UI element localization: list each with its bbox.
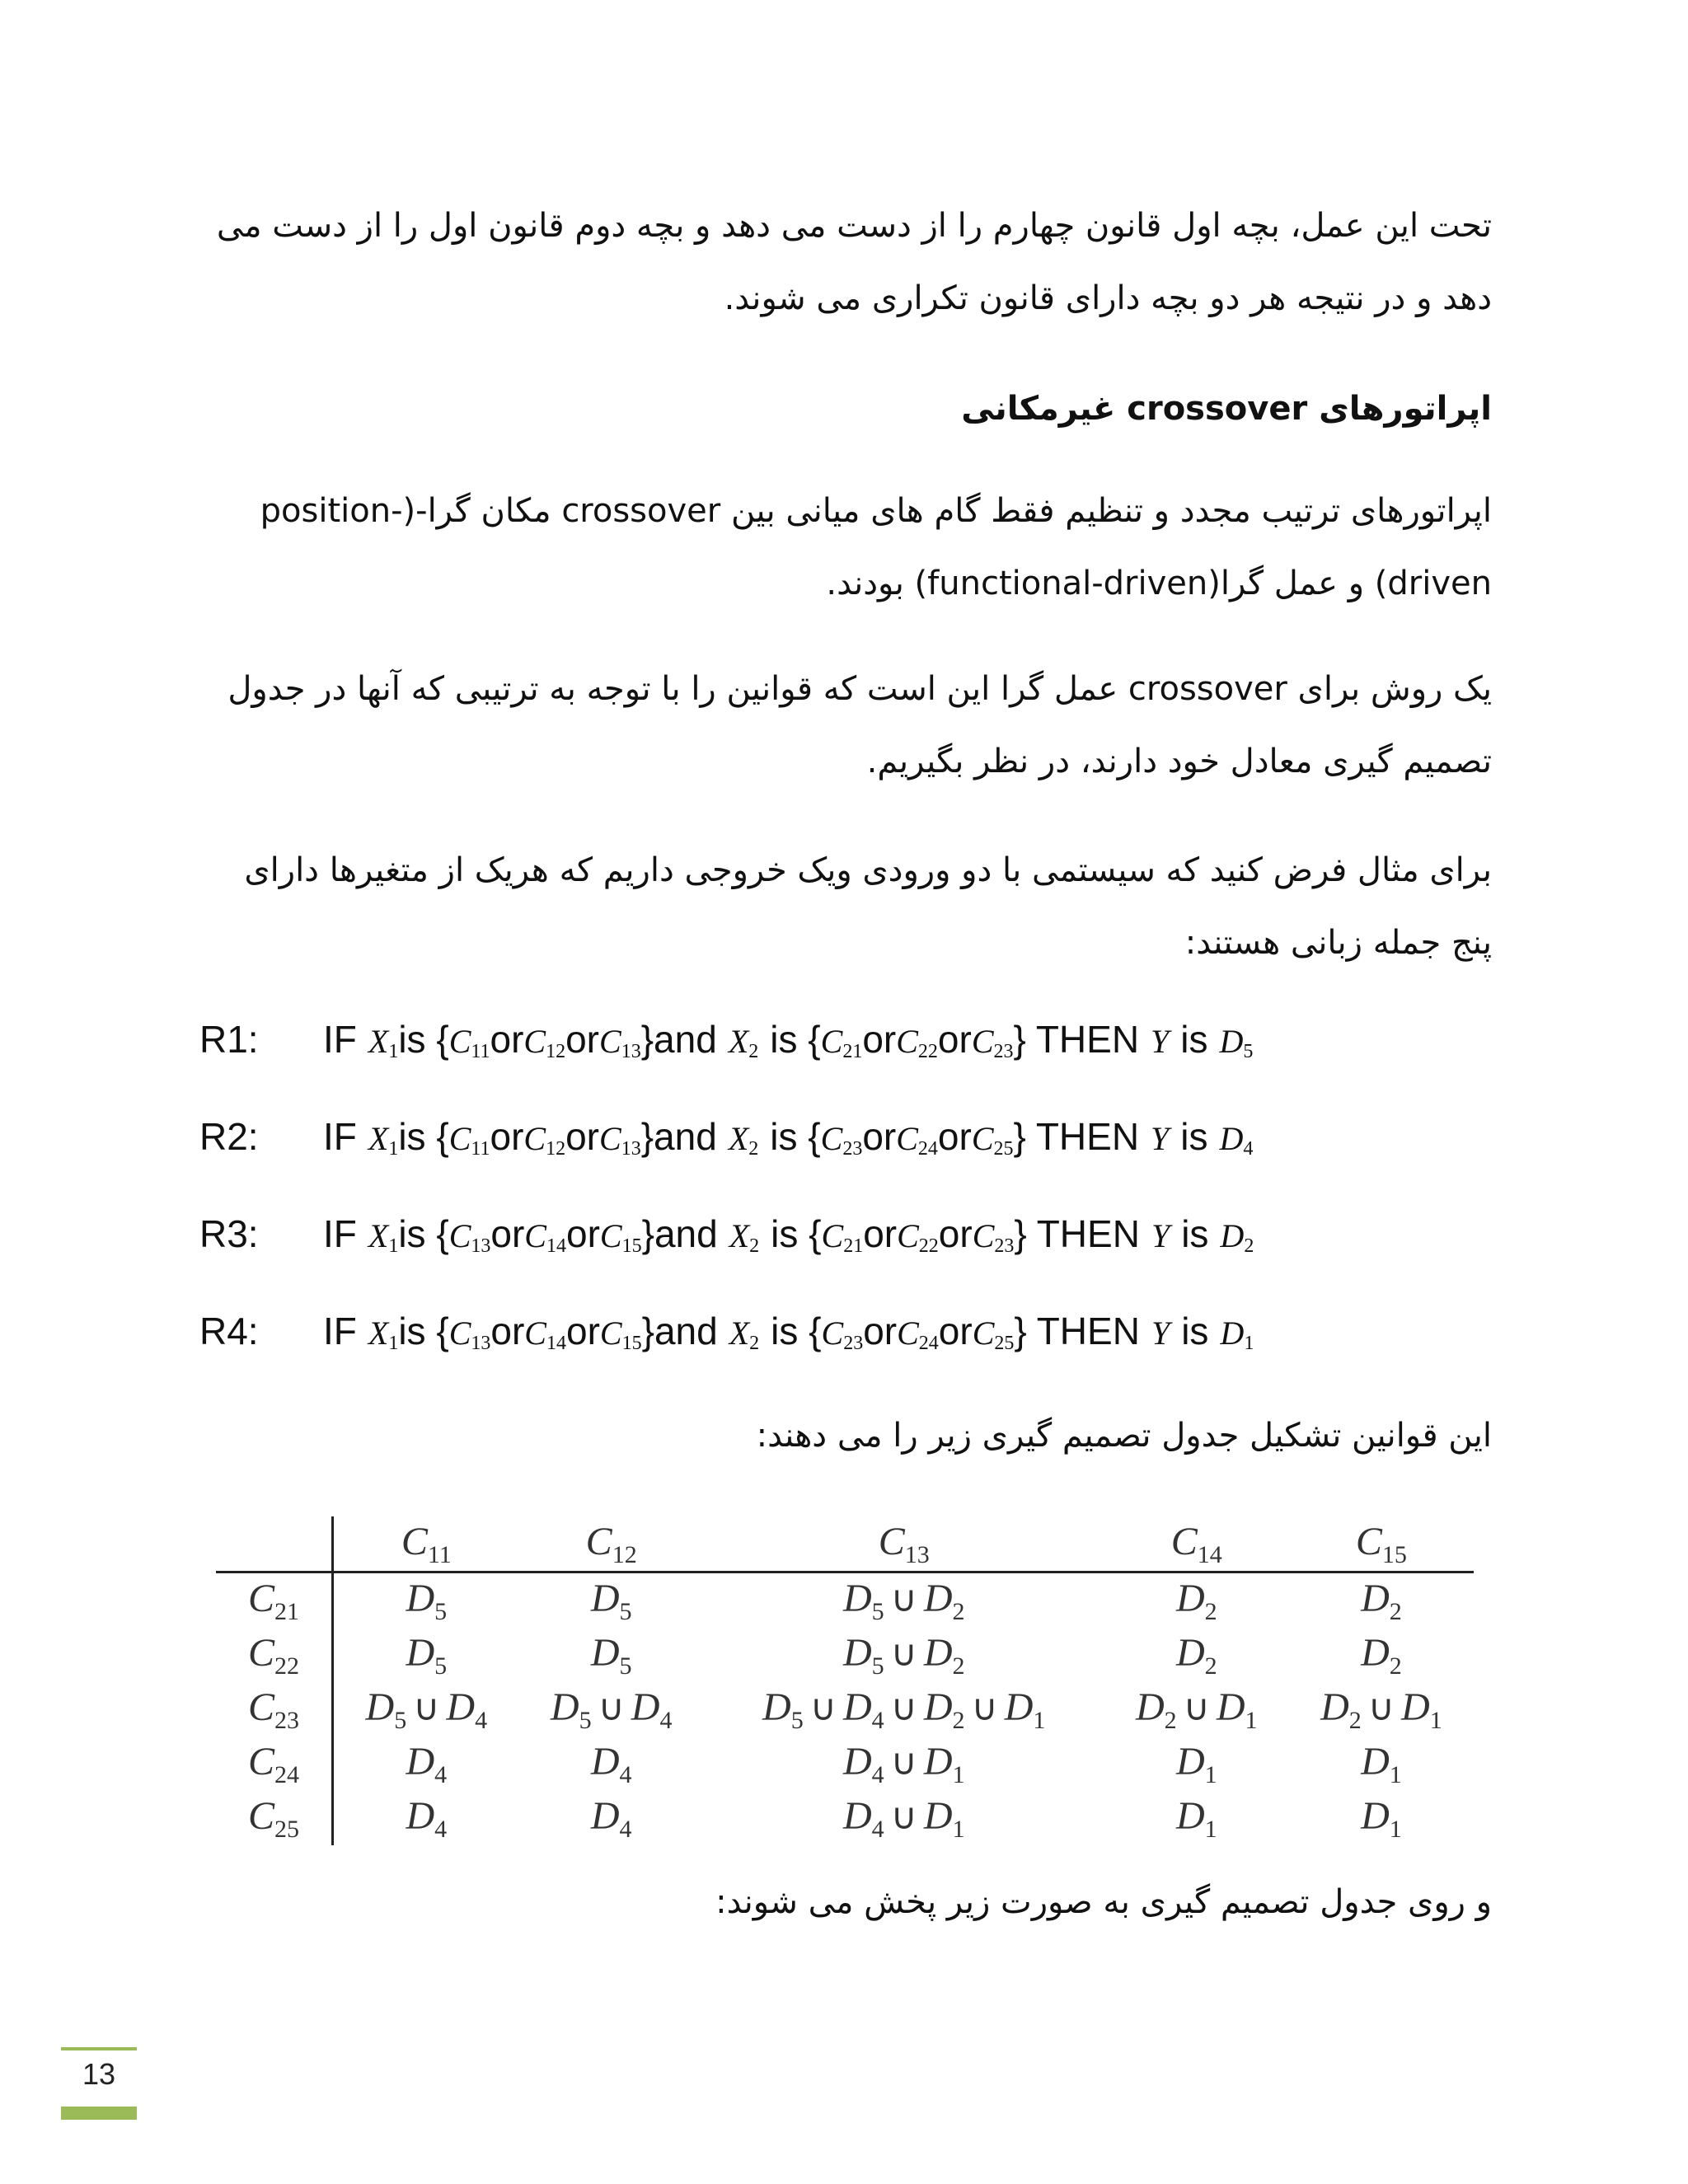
rule-line bbox=[199, 1309, 1254, 1375]
term-c22-subscript: 22 bbox=[917, 1041, 938, 1062]
output-term-subscript: 5 bbox=[394, 1706, 407, 1734]
is-keyword: is { bbox=[771, 1310, 822, 1352]
output-term-subscript: 2 bbox=[1204, 1652, 1217, 1680]
or-keyword: or bbox=[937, 1018, 972, 1061]
table-row bbox=[216, 1572, 1474, 1629]
is-keyword: is bbox=[1180, 1115, 1208, 1158]
output-term-subscript: 2 bbox=[1389, 1597, 1402, 1625]
then-keyword: } THEN bbox=[1013, 1018, 1140, 1061]
table-cell: $D_4$ bbox=[590, 1793, 632, 1843]
row-header-subscript: 25 bbox=[274, 1815, 299, 1843]
rule-line bbox=[199, 1212, 1254, 1277]
rule-line bbox=[199, 1114, 1253, 1180]
row-header-subscript: 24 bbox=[274, 1760, 299, 1788]
then-keyword: } THEN bbox=[1014, 1212, 1140, 1255]
output-variable-y: Y bbox=[1151, 1217, 1170, 1254]
table-cell: $D_4$ ∪ $D_1$ bbox=[842, 1739, 965, 1788]
column-header-subscript: 15 bbox=[1381, 1540, 1407, 1568]
table-cell: $D_1$ bbox=[1361, 1793, 1402, 1843]
column-header-subscript: 11 bbox=[427, 1540, 452, 1568]
input-variable-x2: $X_2$ bbox=[728, 1120, 759, 1160]
table-cell: $D_4$ bbox=[406, 1793, 448, 1843]
output-term-subscript: 5 bbox=[434, 1597, 448, 1625]
table-cell: $D_2$ ∪ $D_1$ bbox=[1320, 1685, 1442, 1734]
is-keyword: is { bbox=[398, 1115, 449, 1158]
output-term-subscript: 2 bbox=[1204, 1597, 1217, 1625]
is-keyword: is { bbox=[398, 1018, 449, 1061]
then-keyword: } THEN bbox=[1013, 1115, 1140, 1158]
or-keyword: or bbox=[862, 1018, 897, 1061]
output-term-subscript: 1 bbox=[952, 1815, 965, 1843]
or-keyword: or bbox=[938, 1212, 973, 1255]
term-c12: $C_{12}$ bbox=[523, 1120, 566, 1160]
and-keyword: }and bbox=[640, 1115, 717, 1158]
output-term-subscript: 2 bbox=[1348, 1706, 1362, 1734]
if-keyword: IF bbox=[323, 1115, 357, 1158]
row-header-subscript: 23 bbox=[274, 1706, 299, 1734]
output-term-subscript: 5 bbox=[619, 1652, 632, 1680]
table-cell: $D_4$ bbox=[406, 1739, 448, 1788]
column-header-subscript: 12 bbox=[612, 1540, 637, 1568]
input-variable-x2: $X_2$ bbox=[729, 1217, 760, 1257]
union-symbol: ∪ bbox=[413, 1687, 440, 1728]
and-keyword: }and bbox=[640, 1018, 717, 1061]
input-variable-x2-subscript: 2 bbox=[748, 1138, 759, 1160]
table-cell: $D_5$ ∪ $D_4$ bbox=[365, 1685, 488, 1734]
union-symbol: ∪ bbox=[1367, 1687, 1395, 1728]
or-keyword: or bbox=[938, 1310, 973, 1352]
term-c23: $C_{23}$ bbox=[821, 1315, 864, 1354]
term-c23-subscript: 23 bbox=[843, 1333, 864, 1354]
or-keyword: or bbox=[863, 1310, 898, 1352]
output-term-subscript: 4 bbox=[871, 1760, 884, 1788]
union-symbol: ∪ bbox=[598, 1687, 625, 1728]
input-variable-x1-subscript: 1 bbox=[388, 1235, 399, 1257]
input-variable-x1: $X_1$ bbox=[368, 1120, 399, 1160]
rule-label: R4: bbox=[199, 1310, 259, 1352]
output-variable-y: Y bbox=[1151, 1023, 1170, 1060]
output-term-subscript: 1 bbox=[1245, 1706, 1258, 1734]
output-variable-y: Y bbox=[1151, 1315, 1170, 1352]
paragraph-5: این قوانین تشکیل جدول تصمیم گیری زیر را می دهند: bbox=[756, 1417, 1492, 1455]
table-cell: $D_5$ bbox=[406, 1630, 448, 1680]
term-c24: $C_{24}$ bbox=[897, 1315, 939, 1354]
term-c14-subscript: 14 bbox=[546, 1333, 566, 1354]
output-term-d2-subscript: 2 bbox=[1244, 1235, 1254, 1257]
table-cell: $D_2$ bbox=[1175, 1630, 1217, 1680]
output-term-subscript: 4 bbox=[434, 1815, 448, 1843]
output-term-subscript: 2 bbox=[952, 1706, 965, 1734]
input-variable-x1: $X_1$ bbox=[368, 1315, 399, 1354]
output-term-subscript: 2 bbox=[952, 1597, 965, 1625]
term-c15-subscript: 15 bbox=[621, 1333, 642, 1354]
column-header-subscript: 13 bbox=[904, 1540, 930, 1568]
table-cell: $D_4$ bbox=[590, 1739, 632, 1788]
output-term-d2: $D_2$ bbox=[1220, 1217, 1254, 1257]
output-term-subscript: 4 bbox=[475, 1706, 488, 1734]
input-variable-x2-subscript: 2 bbox=[749, 1235, 760, 1257]
table-cell: $D_5$ ∪ $D_2$ bbox=[842, 1630, 965, 1680]
column-header-c13: $C_{13}$ bbox=[704, 1516, 1104, 1572]
table-cell: $D_5$ ∪ $D_4$ bbox=[550, 1685, 673, 1734]
row-header-c23: $C_{23}$ bbox=[216, 1682, 333, 1736]
output-term-d1: $D_1$ bbox=[1220, 1315, 1254, 1354]
table-cell: $D_5$ ∪ $D_2$ bbox=[842, 1576, 965, 1625]
output-variable-y: Y bbox=[1151, 1120, 1170, 1157]
if-keyword: IF bbox=[323, 1212, 357, 1255]
section-heading: اپراتورهای crossover غیرمکانی bbox=[961, 390, 1492, 428]
term-c13-subscript: 13 bbox=[471, 1333, 491, 1354]
input-variable-x2-subscript: 2 bbox=[748, 1041, 759, 1062]
output-term-subscript: 4 bbox=[619, 1760, 632, 1788]
page-number-bottom-bar bbox=[61, 2107, 137, 2120]
union-symbol: ∪ bbox=[1183, 1687, 1210, 1728]
is-keyword: is { bbox=[398, 1212, 449, 1255]
output-term-d5: $D_5$ bbox=[1219, 1023, 1254, 1062]
union-symbol: ∪ bbox=[890, 1741, 917, 1783]
table-row bbox=[216, 1628, 1474, 1682]
table-cell: $D_1$ bbox=[1175, 1793, 1217, 1843]
output-term-subscript: 5 bbox=[871, 1652, 884, 1680]
if-keyword: IF bbox=[323, 1018, 357, 1061]
output-term-subscript: 1 bbox=[1204, 1815, 1217, 1843]
term-c14-subscript: 14 bbox=[546, 1235, 566, 1257]
term-c23-subscript: 23 bbox=[994, 1235, 1015, 1257]
term-c23-subscript: 23 bbox=[993, 1041, 1014, 1062]
union-symbol: ∪ bbox=[971, 1687, 998, 1728]
input-variable-x1: $X_1$ bbox=[368, 1217, 399, 1257]
paragraph-1: تحت این عمل، بچه اول قانون چهارم را از دست می دهد و بچه دوم قانون اول را از دست می دهد و در نتیجه هر دو بچه دارای قانون تکراری می شوند. bbox=[216, 207, 1492, 317]
table-cell: $D_1$ bbox=[1361, 1739, 1402, 1788]
is-keyword: is { bbox=[771, 1212, 822, 1255]
row-header-subscript: 21 bbox=[274, 1597, 299, 1625]
or-keyword: or bbox=[490, 1115, 524, 1158]
union-symbol: ∪ bbox=[890, 1687, 917, 1728]
term-c25-subscript: 25 bbox=[993, 1138, 1014, 1160]
term-c14: $C_{14}$ bbox=[524, 1217, 566, 1257]
output-term-subscript: 1 bbox=[1033, 1706, 1046, 1734]
term-c24-subscript: 24 bbox=[918, 1333, 939, 1354]
table-cell: $D_5$ bbox=[590, 1630, 632, 1680]
output-term-subscript: 1 bbox=[1204, 1760, 1217, 1788]
output-term-subscript: 5 bbox=[871, 1597, 884, 1625]
term-c25: $C_{25}$ bbox=[972, 1315, 1015, 1354]
table-cell: $D_4$ ∪ $D_1$ bbox=[842, 1793, 965, 1843]
output-term-d4: $D_4$ bbox=[1219, 1120, 1254, 1160]
term-c11-subscript: 11 bbox=[471, 1041, 490, 1062]
output-term-subscript: 2 bbox=[952, 1652, 965, 1680]
table-row bbox=[216, 1736, 1474, 1791]
output-term-subscript: 5 bbox=[619, 1597, 632, 1625]
union-symbol: ∪ bbox=[809, 1687, 837, 1728]
output-term-subscript: 4 bbox=[619, 1815, 632, 1843]
term-c25: $C_{25}$ bbox=[971, 1120, 1014, 1160]
term-c24: $C_{24}$ bbox=[896, 1120, 938, 1160]
input-variable-x2: $X_2$ bbox=[728, 1023, 759, 1062]
term-c13: $C_{13}$ bbox=[599, 1120, 641, 1160]
paragraph-2: اپراتورهای ترتیب مجدد و تنظیم فقط گام های میانی بین crossover مکان گرا-(position-driven) و عمل گرا(functional-driven) بودند. bbox=[260, 492, 1492, 602]
is-keyword: is bbox=[1180, 1018, 1208, 1061]
output-term-subscript: 1 bbox=[1429, 1706, 1442, 1734]
row-header-c21: $C_{21}$ bbox=[216, 1572, 333, 1629]
term-c13: $C_{13}$ bbox=[448, 1217, 491, 1257]
column-header-c14: $C_{14}$ bbox=[1104, 1516, 1289, 1572]
term-c11: $C_{11}$ bbox=[448, 1023, 490, 1062]
table-cell: $D_2$ bbox=[1175, 1576, 1217, 1625]
output-term-subscript: 5 bbox=[434, 1652, 448, 1680]
table-cell: $D_2$ bbox=[1361, 1576, 1402, 1625]
table-cell: $D_2$ ∪ $D_1$ bbox=[1135, 1685, 1258, 1734]
union-symbol: ∪ bbox=[890, 1633, 917, 1674]
page-number-top-bar bbox=[61, 2047, 137, 2050]
column-header-c11: $C_{11}$ bbox=[333, 1516, 519, 1572]
column-header-c12: $C_{12}$ bbox=[519, 1516, 704, 1572]
paragraph-4: برای مثال فرض کنید که سیستمی با دو ورودی ویک خروجی داریم که هریک از متغیرها دارای پنج جمله زبانی هستند: bbox=[244, 851, 1492, 962]
output-term-subscript: 2 bbox=[1164, 1706, 1177, 1734]
output-term-subscript: 5 bbox=[790, 1706, 804, 1734]
input-variable-x1-subscript: 1 bbox=[388, 1138, 399, 1160]
output-term-d1-subscript: 1 bbox=[1244, 1333, 1254, 1354]
term-c22-subscript: 22 bbox=[918, 1235, 939, 1257]
term-c21: $C_{21}$ bbox=[821, 1217, 864, 1257]
paragraph-3: یک روش برای crossover عمل گرا این است که قوانین را با توجه به ترتیبی که آنها در جدول تصمیم گیری معادل خود دارند، در نظر بگیریم. bbox=[227, 670, 1492, 780]
is-keyword: is bbox=[1181, 1212, 1209, 1255]
page-number: 13 bbox=[82, 2057, 116, 2091]
if-keyword: IF bbox=[323, 1310, 357, 1352]
rule-label: R3: bbox=[199, 1212, 259, 1255]
union-symbol: ∪ bbox=[890, 1796, 917, 1837]
input-variable-x2-subscript: 2 bbox=[749, 1333, 760, 1354]
table-cell: $D_5$ ∪ $D_4$ ∪ $D_2$ ∪ $D_1$ bbox=[762, 1685, 1046, 1734]
or-keyword: or bbox=[565, 1115, 599, 1158]
input-variable-x1-subscript: 1 bbox=[388, 1041, 399, 1062]
or-keyword: or bbox=[490, 1018, 524, 1061]
or-keyword: or bbox=[490, 1310, 525, 1352]
or-keyword: or bbox=[565, 1212, 600, 1255]
term-c13: $C_{13}$ bbox=[599, 1023, 641, 1062]
term-c13-subscript: 13 bbox=[621, 1138, 641, 1160]
row-header-c24: $C_{24}$ bbox=[216, 1736, 333, 1791]
input-variable-x1-subscript: 1 bbox=[388, 1333, 399, 1354]
or-keyword: or bbox=[937, 1115, 972, 1158]
term-c11-subscript: 11 bbox=[471, 1138, 490, 1160]
or-keyword: or bbox=[862, 1115, 897, 1158]
rule-line bbox=[199, 1017, 1253, 1083]
term-c13-subscript: 13 bbox=[621, 1041, 641, 1062]
output-term-subscript: 4 bbox=[659, 1706, 673, 1734]
and-keyword: }and bbox=[641, 1212, 718, 1255]
row-header-c22: $C_{22}$ bbox=[216, 1628, 333, 1682]
term-c12-subscript: 12 bbox=[546, 1138, 566, 1160]
row-header-subscript: 22 bbox=[274, 1652, 299, 1680]
column-header-c15: $C_{15}$ bbox=[1289, 1516, 1474, 1572]
or-keyword: or bbox=[565, 1310, 600, 1352]
term-c23: $C_{23}$ bbox=[972, 1217, 1015, 1257]
output-term-subscript: 2 bbox=[1389, 1652, 1402, 1680]
term-c23-subscript: 23 bbox=[842, 1138, 863, 1160]
is-keyword: is { bbox=[770, 1115, 821, 1158]
term-c13: $C_{13}$ bbox=[448, 1315, 491, 1354]
output-term-subscript: 1 bbox=[1389, 1760, 1402, 1788]
input-variable-x1: $X_1$ bbox=[368, 1023, 399, 1062]
or-keyword: or bbox=[565, 1018, 599, 1061]
term-c12: $C_{12}$ bbox=[523, 1023, 566, 1062]
decision-table bbox=[216, 1516, 1474, 1845]
column-header-subscript: 14 bbox=[1197, 1540, 1222, 1568]
term-c23: $C_{23}$ bbox=[820, 1120, 863, 1160]
term-c22: $C_{22}$ bbox=[896, 1023, 938, 1062]
output-term-subscript: 4 bbox=[434, 1760, 448, 1788]
term-c15: $C_{15}$ bbox=[599, 1315, 642, 1354]
term-c12-subscript: 12 bbox=[546, 1041, 566, 1062]
table-row bbox=[216, 1791, 1474, 1845]
table-cell: $D_1$ bbox=[1175, 1739, 1217, 1788]
output-term-d4-subscript: 4 bbox=[1243, 1138, 1254, 1160]
is-keyword: is bbox=[1181, 1310, 1209, 1352]
union-symbol: ∪ bbox=[890, 1578, 917, 1619]
term-c13-subscript: 13 bbox=[471, 1235, 491, 1257]
term-c25-subscript: 25 bbox=[994, 1333, 1015, 1354]
and-keyword: }and bbox=[641, 1310, 718, 1352]
table-cell: $D_5$ bbox=[590, 1576, 632, 1625]
term-c11: $C_{11}$ bbox=[448, 1120, 490, 1160]
term-c23: $C_{23}$ bbox=[971, 1023, 1014, 1062]
output-term-subscript: 4 bbox=[871, 1815, 884, 1843]
output-term-subscript: 5 bbox=[579, 1706, 592, 1734]
table-cell: $D_2$ bbox=[1361, 1630, 1402, 1680]
term-c21: $C_{21}$ bbox=[820, 1023, 863, 1062]
term-c21-subscript: 21 bbox=[842, 1041, 863, 1062]
paragraph-6: و روی جدول تصمیم گیری به صورت زیر پخش می شوند: bbox=[715, 1883, 1492, 1921]
table-row bbox=[216, 1682, 1474, 1736]
decision-table-header bbox=[216, 1516, 1474, 1572]
table-cell: $D_5$ bbox=[406, 1576, 448, 1625]
table-corner-cell bbox=[216, 1516, 333, 1572]
row-header-c25: $C_{25}$ bbox=[216, 1791, 333, 1845]
output-term-subscript: 1 bbox=[952, 1760, 965, 1788]
is-keyword: is { bbox=[398, 1310, 449, 1352]
term-c15-subscript: 15 bbox=[621, 1235, 642, 1257]
term-c15: $C_{15}$ bbox=[599, 1217, 642, 1257]
term-c22: $C_{22}$ bbox=[897, 1217, 939, 1257]
then-keyword: } THEN bbox=[1014, 1310, 1140, 1352]
or-keyword: or bbox=[863, 1212, 898, 1255]
output-term-subscript: 1 bbox=[1389, 1815, 1402, 1843]
term-c21-subscript: 21 bbox=[843, 1235, 864, 1257]
term-c14: $C_{14}$ bbox=[524, 1315, 566, 1354]
is-keyword: is { bbox=[770, 1018, 821, 1061]
rule-label: R1: bbox=[199, 1018, 259, 1061]
output-term-d5-subscript: 5 bbox=[1243, 1041, 1254, 1062]
output-term-subscript: 4 bbox=[871, 1706, 884, 1734]
input-variable-x2: $X_2$ bbox=[729, 1315, 760, 1354]
rule-label: R2: bbox=[199, 1115, 259, 1158]
term-c24-subscript: 24 bbox=[917, 1138, 938, 1160]
or-keyword: or bbox=[490, 1212, 525, 1255]
